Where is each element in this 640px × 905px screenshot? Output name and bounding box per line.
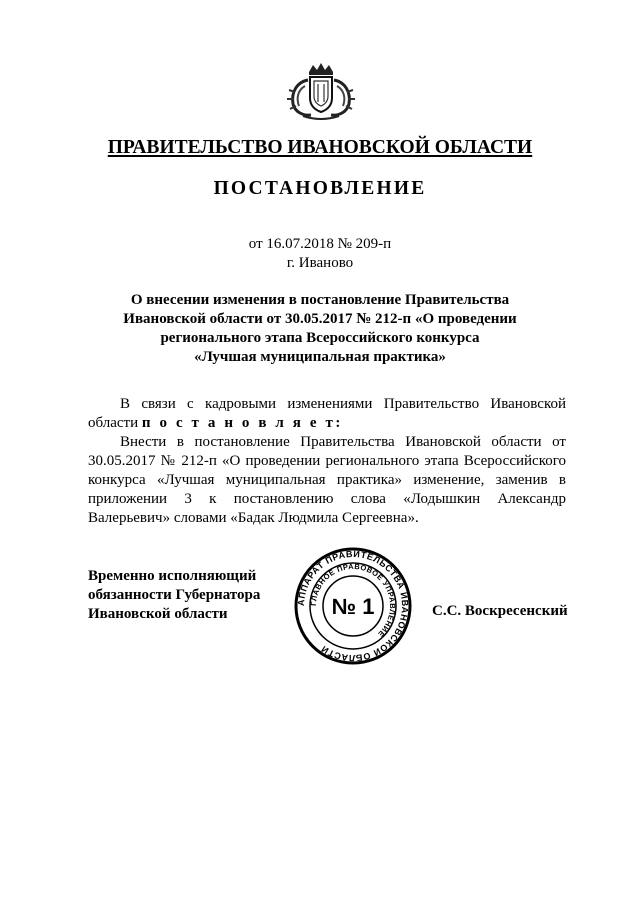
body-paragraph: Внести в постановление Правительства Ивановской области от 30.05.2017 № 212-п «О проведении регионального этапа Всероссийского конкурса «Лучшая муниципальная практика» изменение, заменив в приложении 3 к постановлению слова «Лодышкин Александр Валерьевич» словами «Бадак Людмила Сергеевна».: [88, 434, 566, 526]
signatory-role-line: обязанности Губернатора: [88, 587, 261, 603]
stamp-inner-text: ГЛАВНОЕ ПРАВОВОЕ УПРАВЛЕНИЕ: [308, 561, 398, 639]
body-paragraph-text: В связи с кадровыми изменениями Правительство Ивановской области: [88, 396, 566, 431]
stamp-ring-text: АППАРАТ ПРАВИТЕЛЬСТВА ИВАНОВСКОЙ ОБЛАСТИ: [295, 548, 411, 664]
title-line: О внесении изменения в постановление Правительства: [130, 292, 510, 308]
document-city: г. Иваново: [286, 255, 354, 271]
decree-word: п о с т а н о в л я е т:: [141, 415, 344, 431]
official-stamp: [293, 546, 413, 666]
organization-title: ПРАВИТЕЛЬСТВО ИВАНОВСКОЙ ОБЛАСТИ: [107, 137, 533, 158]
title-line: «Лучшая муниципальная практика»: [194, 349, 446, 365]
signatory-role: [88, 567, 288, 624]
document-date-number: от 16.07.2018 № 209-п: [248, 236, 392, 252]
document-type: ПОСТАНОВЛЕНИЕ: [213, 178, 427, 199]
document-title: [100, 291, 540, 367]
title-line: регионального этапа Всероссийского конкурса: [160, 330, 480, 346]
signatory-role-line: Ивановской области: [88, 606, 228, 622]
title-line: Ивановской области от 30.05.2017 № 212-п «О проведении: [123, 311, 517, 327]
coat-of-arms-icon: [285, 62, 357, 122]
body-paragraph: [88, 395, 566, 433]
signatory-role-line: Временно исполняющий: [88, 568, 257, 584]
document-body: [88, 395, 566, 528]
signatory-name: С.С. Воскресенский: [432, 603, 568, 619]
stamp-number: № 1: [331, 594, 375, 619]
